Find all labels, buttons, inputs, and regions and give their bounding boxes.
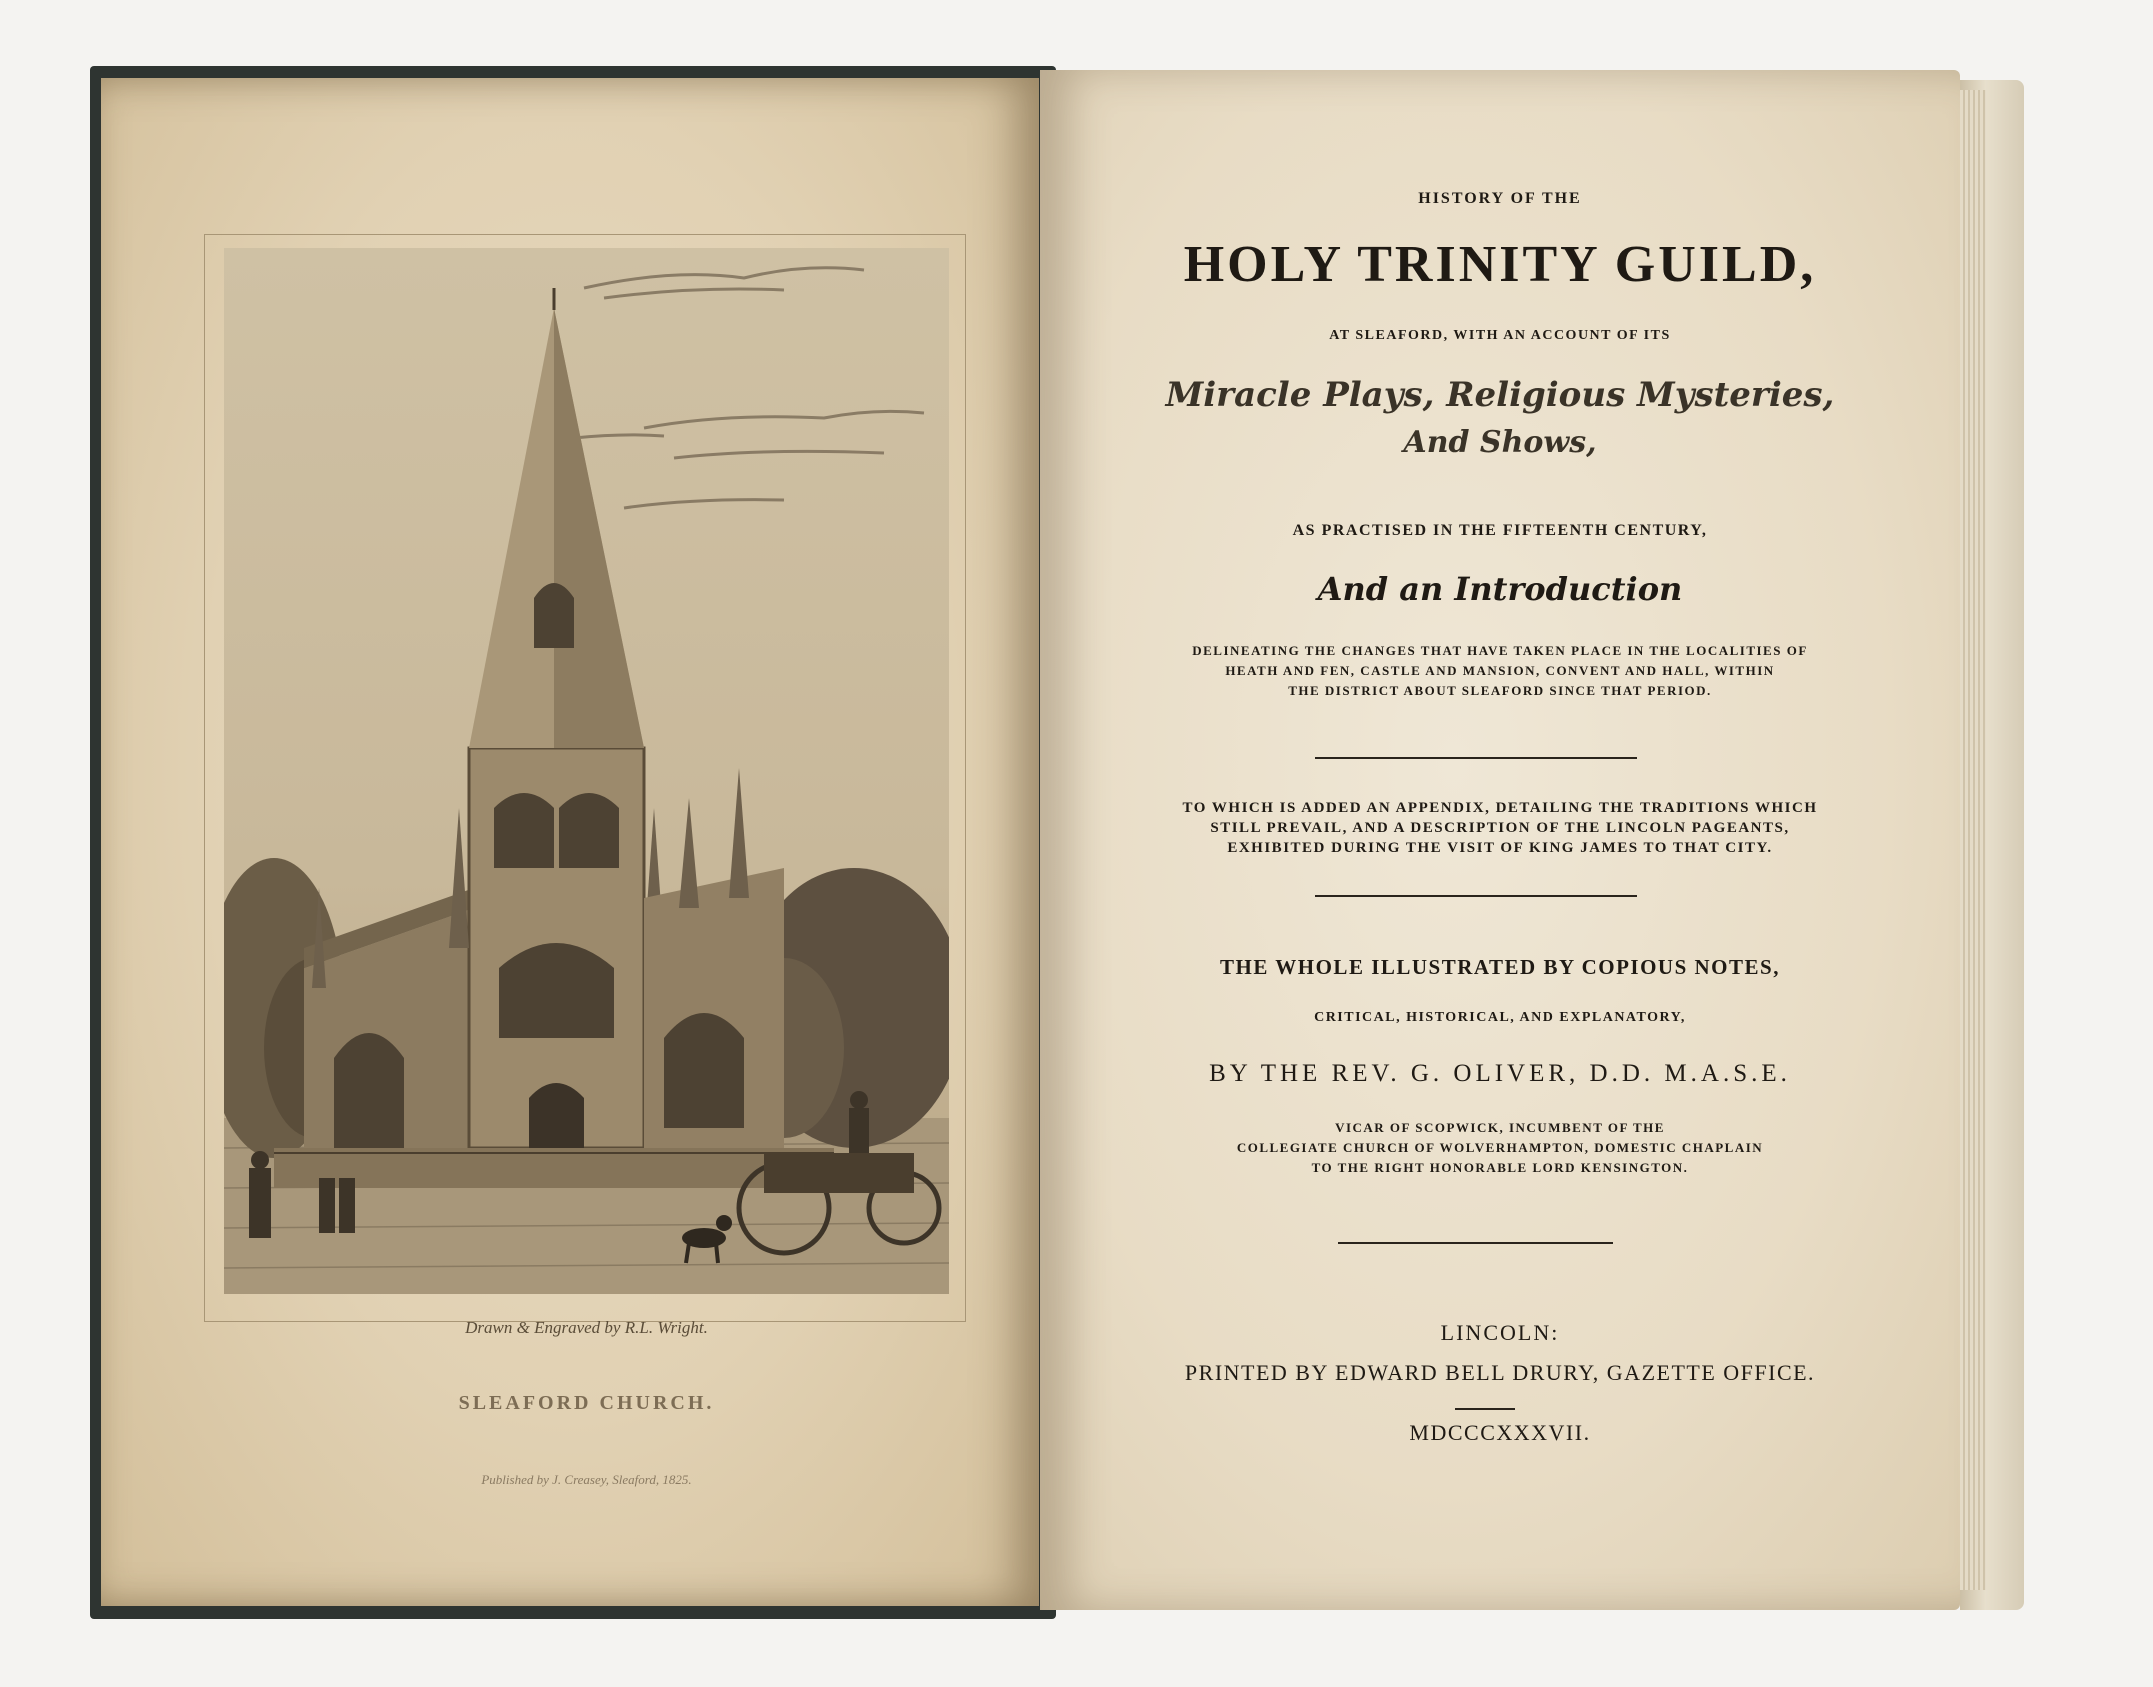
practised-line: AS PRACTISED IN THE FIFTEENTH CENTURY,	[1292, 522, 1708, 539]
rule-1	[1315, 757, 1637, 759]
appendix-line-2: STILL PREVAIL, AND A DESCRIPTION OF THE LINCOLN PAGEANTS,	[1210, 820, 1790, 836]
gothic-and-shows: And Shows,	[1403, 425, 1597, 460]
place-line: LINCOLN:	[1440, 1320, 1560, 1345]
delineating-line-3: THE DISTRICT ABOUT SLEAFORD SINCE THAT PERIOD.	[1288, 683, 1712, 698]
vicar-line-2: COLLEGIATE CHURCH OF WOLVERHAMPTON, DOMESTIC CHAPLAIN	[1236, 1140, 1764, 1155]
title-page	[1040, 70, 1960, 1610]
vicar-line-1: VICAR OF SCOPWICK, INCUMBENT OF THE	[1335, 1120, 1665, 1135]
pre-title: HISTORY OF THE	[1418, 190, 1582, 207]
illustrated-line: THE WHOLE ILLUSTRATED BY COPIOUS NOTES,	[1220, 955, 1780, 979]
engraving-title: SLEAFORD CHURCH.	[458, 1392, 715, 1414]
gothic-miracle-plays: Miracle Plays, Religious Mysteries,	[1165, 375, 1835, 415]
gothic-introduction: And an Introduction	[1317, 570, 1683, 608]
subtitle-sleaford: AT SLEAFORD, WITH AN ACCOUNT OF ITS	[1329, 328, 1671, 343]
engraving-credit: Drawn & Engraved by R.L. Wright.	[465, 1318, 708, 1337]
church-engraving	[224, 248, 949, 1294]
engraving-publisher: Published by J. Creasey, Sleaford, 1825.	[481, 1472, 692, 1487]
book-title: HOLY TRINITY GUILD,	[1183, 236, 1817, 293]
rule-4	[1455, 1408, 1515, 1410]
rule-2	[1315, 895, 1637, 897]
year-line: MDCCCXXXVII.	[1409, 1420, 1591, 1445]
critical-line: CRITICAL, HISTORICAL, AND EXPLANATORY,	[1314, 1010, 1686, 1025]
author-line: BY THE REV. G. OLIVER, D.D. M.A.S.E.	[1209, 1060, 1791, 1087]
delineating-line-2: HEATH AND FEN, CASTLE AND MANSION, CONVENT AND HALL, WITHIN	[1225, 663, 1775, 678]
vicar-line-3: TO THE RIGHT HONORABLE LORD KENSINGTON.	[1311, 1160, 1689, 1175]
printer-line: PRINTED BY EDWARD BELL DRURY, GAZETTE OFFICE.	[1184, 1360, 1816, 1385]
rule-3	[1338, 1242, 1613, 1244]
appendix-line-1: TO WHICH IS ADDED AN APPENDIX, DETAILING THE TRADITIONS WHICH	[1182, 800, 1818, 816]
delineating-line-1: DELINEATING THE CHANGES THAT HAVE TAKEN PLACE IN THE LOCALITIES OF	[1192, 643, 1808, 658]
appendix-line-3: EXHIBITED DURING THE VISIT OF KING JAMES TO THAT CITY.	[1227, 840, 1773, 856]
